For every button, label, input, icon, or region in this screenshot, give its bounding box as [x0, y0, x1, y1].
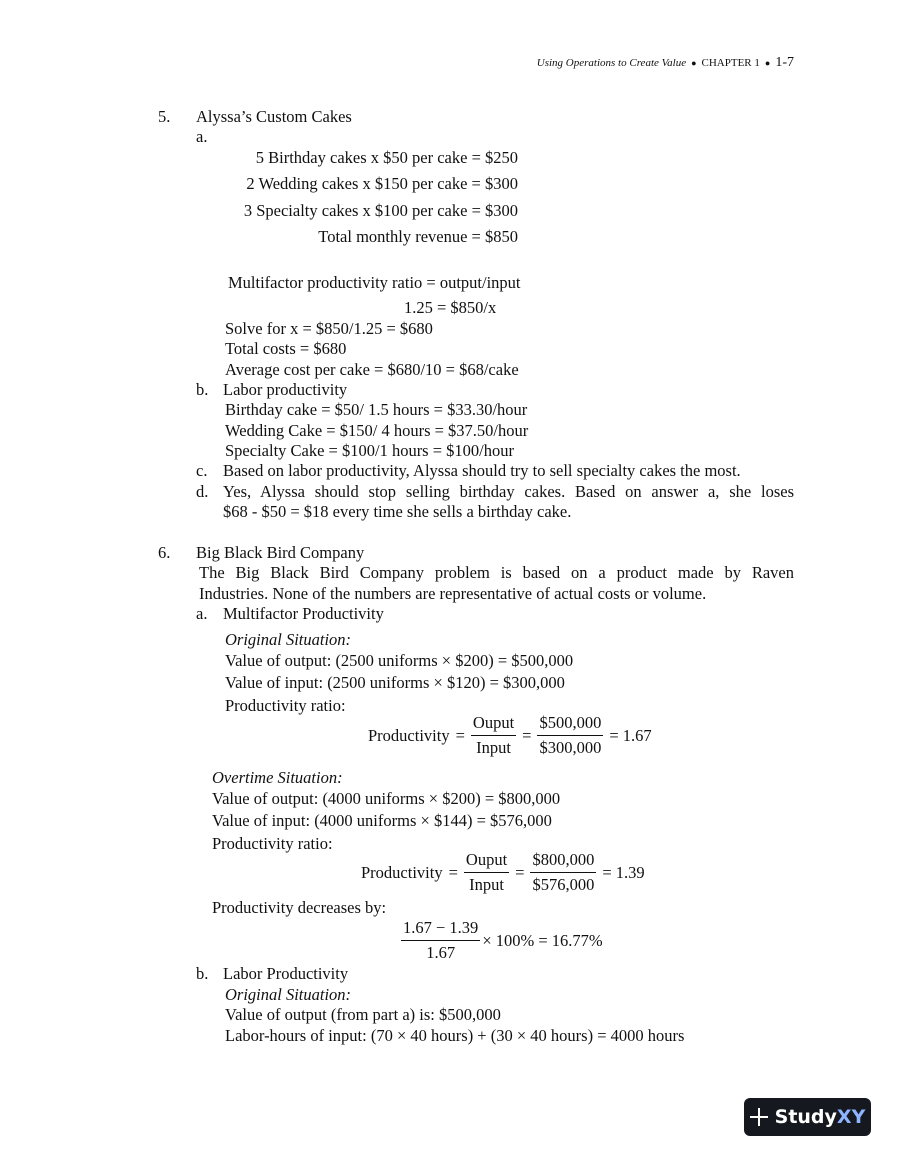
- revenue-line-wedding: 2 Wedding cakes x $150 per cake = $300: [246, 174, 518, 193]
- bullet-icon: ●: [691, 58, 697, 68]
- fraction-decrease: [401, 918, 480, 963]
- original-input-line: Value of input: (2500 uniforms × $120) = $300,000: [225, 673, 565, 692]
- part-6b-label: b.: [196, 964, 209, 983]
- header-chapter: CHAPTER 1: [701, 57, 760, 69]
- overtime-output-line: Value of output: (4000 uniforms × $200) = $800,000: [212, 789, 561, 808]
- equals-sign: =: [448, 862, 458, 882]
- labor-line-birthday: Birthday cake = $50/ 1.5 hours = $33.30/hour: [225, 400, 528, 419]
- studyxy-logo[interactable]: [744, 1098, 871, 1136]
- plus-icon: [750, 1108, 768, 1126]
- problem-6-number: 6.: [158, 543, 171, 562]
- revenue-line-birthday: 5 Birthday cakes x $50 per cake = $250: [255, 148, 518, 167]
- fraction-denominator: 1.67: [426, 943, 456, 962]
- part-6b-title: Labor Productivity: [223, 964, 349, 983]
- original-productivity-equation: [368, 713, 652, 758]
- part-d-label: d.: [196, 482, 209, 501]
- header-title: Using Operations to Create Value: [536, 57, 687, 69]
- problem-6-title: Big Black Bird Company: [196, 543, 365, 562]
- overtime-situation-heading: Overtime Situation:: [212, 768, 343, 787]
- average-cost-line: Average cost per cake = $680/10 = $68/cake: [225, 360, 519, 379]
- fraction-output-input: [471, 713, 516, 758]
- problem-6-intro-line2: Industries. None of the numbers are representative of actual costs or volume.: [199, 584, 707, 603]
- equals-sign: =: [455, 725, 465, 745]
- overtime-productivity-equation: [361, 850, 645, 895]
- b-labor-hours-line: Labor-hours of input: (70 × 40 hours) + (30 × 40 hours) = 4000 hours: [225, 1026, 685, 1045]
- part-d-text-line1: Yes, Alyssa should stop selling birthday cakes. Based on answer a, she loses: [223, 482, 794, 501]
- part-b-label: b.: [196, 380, 209, 399]
- equation-result: = 1.39: [602, 862, 645, 882]
- part-c-label: c.: [196, 461, 208, 480]
- part-b-title: Labor productivity: [223, 380, 348, 399]
- equals-sign: =: [515, 862, 525, 882]
- total-costs-line: Total costs = $680: [225, 339, 347, 358]
- revenue-line-total: Total monthly revenue = $850: [318, 227, 518, 246]
- equals-sign: =: [522, 725, 532, 745]
- part-d-text-line2: $68 - $50 = $18 every time she sells a birthday cake.: [223, 502, 572, 521]
- overtime-input-line: Value of input: (4000 uniforms × $144) = $576,000: [212, 811, 552, 830]
- solve-line: Solve for x = $850/1.25 = $680: [225, 319, 433, 338]
- fraction-numerator: $800,000: [530, 850, 596, 873]
- b-output-line: Value of output (from part a) is: $500,000: [225, 1005, 501, 1024]
- ratio-equation: 1.25 = $850/x: [404, 298, 497, 317]
- equation-label: Productivity: [368, 725, 450, 745]
- page-number: 1-7: [775, 55, 794, 70]
- revenue-line-specialty: 3 Specialty cakes x $100 per cake = $300: [243, 201, 518, 220]
- equation-label: Productivity: [361, 862, 443, 882]
- fraction-output-input: [464, 850, 509, 895]
- multifactor-ratio-line: Multifactor productivity ratio = output/input: [228, 273, 521, 292]
- fraction-numerator: Ouput: [464, 850, 509, 873]
- fraction-numerator: $500,000: [537, 713, 603, 736]
- logo-accent-text: XY: [836, 1106, 866, 1128]
- fraction-denominator: Input: [476, 738, 511, 757]
- fraction-numerator: Ouput: [471, 713, 516, 736]
- fraction-denominator: $300,000: [539, 738, 602, 757]
- fraction-values: [530, 850, 596, 895]
- productivity-decrease-label: Productivity decreases by:: [212, 898, 387, 917]
- problem-6-intro-line1: The Big Black Bird Company problem is based on a product made by Raven: [199, 563, 794, 582]
- original-ratio-label: Productivity ratio:: [225, 696, 346, 715]
- equation-result: × 100% = 16.77%: [482, 930, 603, 950]
- overtime-ratio-label: Productivity ratio:: [212, 834, 333, 853]
- part-6a-label: a.: [196, 604, 208, 623]
- fraction-values: [537, 713, 603, 758]
- decrease-equation: [401, 918, 603, 963]
- labor-line-specialty: Specialty Cake = $100/1 hours = $100/hour: [225, 441, 514, 460]
- part-a-label: a.: [196, 127, 208, 146]
- problem-5-title: Alyssa’s Custom Cakes: [196, 107, 352, 126]
- original-output-line: Value of output: (2500 uniforms × $200) = $500,000: [225, 651, 574, 670]
- equation-result: = 1.67: [609, 725, 652, 745]
- b-original-situation-heading: Original Situation:: [225, 985, 352, 1004]
- labor-line-wedding: Wedding Cake = $150/ 4 hours = $37.50/hour: [225, 421, 529, 440]
- fraction-denominator: $576,000: [532, 875, 595, 894]
- bullet-icon: ●: [764, 58, 771, 68]
- problem-5-number: 5.: [158, 107, 171, 126]
- logo-text: Study: [774, 1106, 837, 1128]
- part-6a-title: Multifactor Productivity: [223, 604, 384, 623]
- fraction-denominator: Input: [469, 875, 504, 894]
- fraction-numerator: 1.67 − 1.39: [401, 918, 480, 941]
- running-header: [537, 55, 794, 71]
- part-c-text: Based on labor productivity, Alyssa should try to sell specialty cakes the most.: [223, 461, 741, 480]
- original-situation-heading: Original Situation:: [225, 630, 352, 649]
